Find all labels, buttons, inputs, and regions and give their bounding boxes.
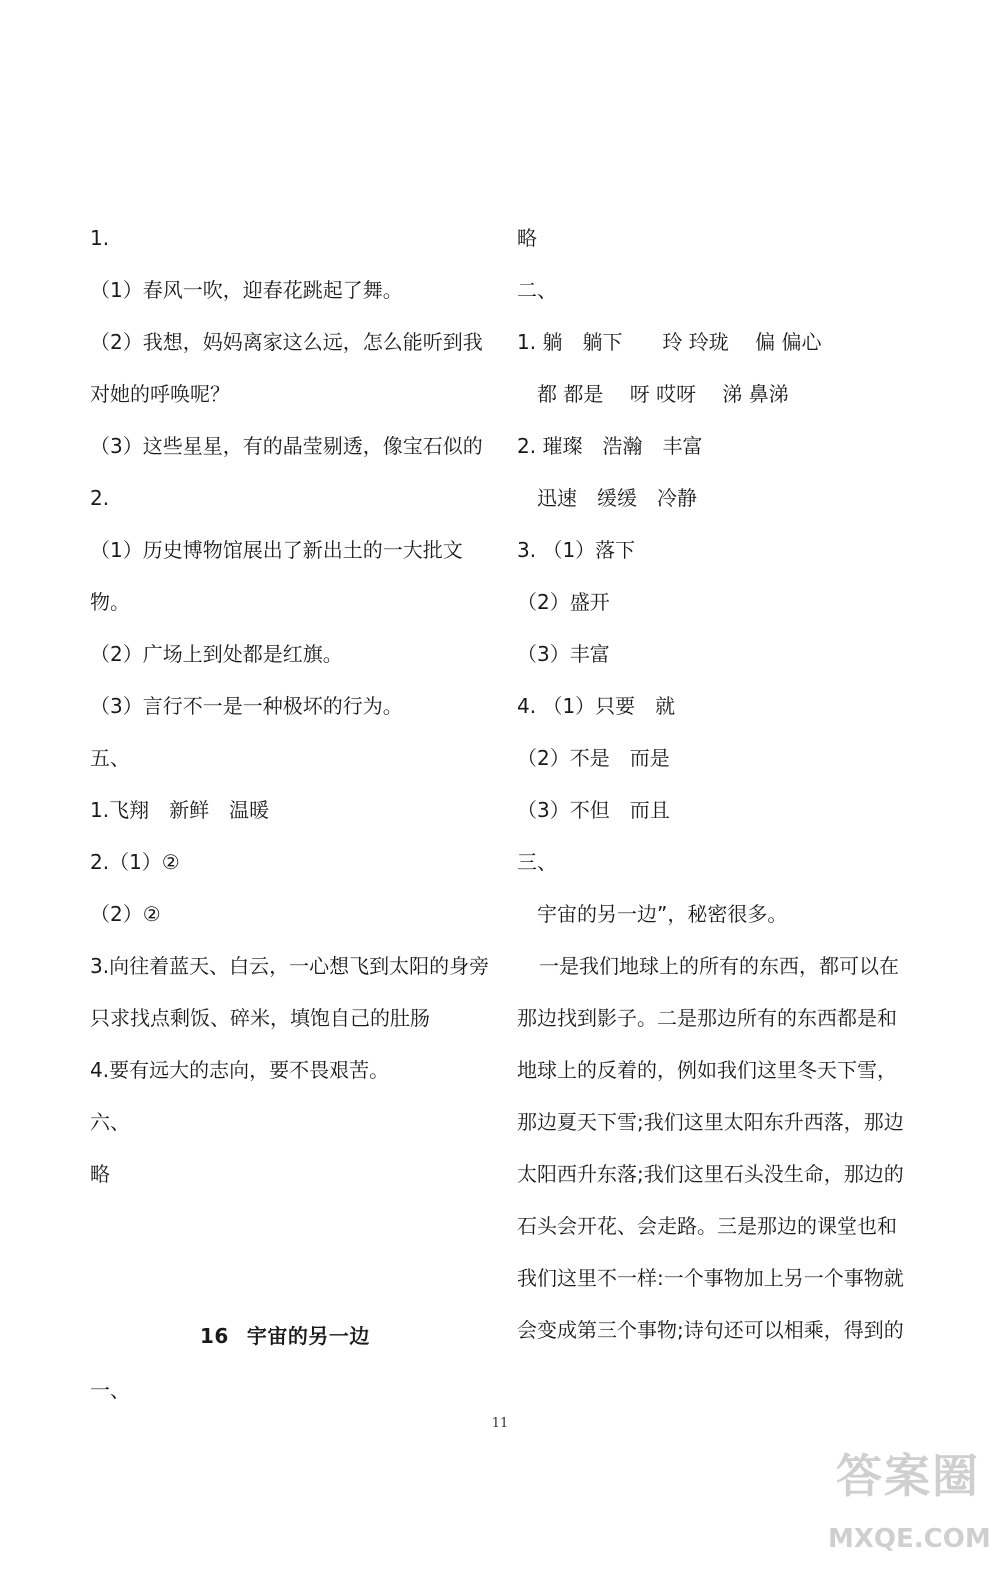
text-line: 2. 璀璨 浩瀚 丰富 (517, 434, 703, 458)
text-line: （2）我想，妈妈离家这么远，怎么能听到我 (90, 330, 483, 354)
text-line: 略 (517, 226, 537, 250)
text-line: 六、 (90, 1110, 130, 1134)
text-line: 1.飞翔 新鲜 温暖 (90, 798, 270, 822)
text-line: （3）言行不一是一种极坏的行为。 (90, 694, 403, 718)
text-line: 宇宙的另一边”，秘密很多。 (537, 902, 788, 926)
text-line: 只求找点剩饭、碎米，填饱自己的肚肠 (90, 1006, 430, 1030)
text-line: 石头会开花、会走路。三是那边的课堂也和 (517, 1214, 897, 1238)
watermark-logo (828, 1448, 991, 1558)
text-line: （2）盛开 (517, 590, 610, 614)
text-line: 地球上的反着的，例如我们这里冬天下雪， (517, 1058, 897, 1082)
text-line: 会变成第三个事物;诗句还可以相乘，得到的 (517, 1318, 904, 1342)
right-column (517, 212, 917, 1356)
watermark-text: 答案圈 (836, 1449, 980, 1503)
section-label: 一、 (90, 1378, 130, 1402)
left-column (90, 212, 490, 1200)
text-line: （3）这些星星，有的晶莹剔透，像宝石似的 (90, 434, 483, 458)
text-line: 4.要有远大的志向，要不畏艰苦。 (90, 1058, 390, 1082)
text-line: （2）② (90, 902, 161, 926)
text-line: 4. （1）只要 就 (517, 694, 676, 718)
text-line: 那边夏天下雪;我们这里太阳东升西落，那边 (517, 1110, 904, 1134)
text-line: 五、 (90, 746, 130, 770)
text-line: 2. (90, 486, 110, 510)
text-line: 一是我们地球上的所有的东西，都可以在 (539, 954, 899, 978)
watermark-url: MXQE.COM (828, 1524, 991, 1554)
text-line: 都 都是 呀 哎呀 涕 鼻涕 (537, 382, 789, 406)
text-line: 迅速 缓缓 冷静 (537, 486, 697, 510)
text-line: （2）广场上到处都是红旗。 (90, 642, 343, 666)
section-title (200, 1318, 370, 1354)
text-line: （1）春风一吹，迎春花跳起了舞。 (90, 278, 403, 302)
text-line: 3.向往着蓝天、白云，一心想飞到太阳的身旁 (90, 954, 490, 978)
page-number: 11 (491, 1416, 509, 1431)
text-line: 2.（1）② (90, 850, 180, 874)
text-line: 1. 躺 躺下 玲 玲珑 偏 偏心 (517, 330, 822, 354)
text-line: 太阳西升东落;我们这里石头没生命，那边的 (517, 1162, 904, 1186)
text-line: 1. (90, 226, 110, 250)
text-line: （1）历史博物馆展出了新出土的一大批文 (90, 538, 463, 562)
text-line: （3）丰富 (517, 642, 610, 666)
text-line: 三、 (517, 850, 557, 874)
text-line: 物。 (90, 590, 130, 614)
text-line: （3）不但 而且 (517, 798, 670, 822)
text-line: 略 (90, 1162, 110, 1186)
text-line: 对她的呼唤呢？ (90, 382, 230, 406)
section-title-text: 宇宙的另一边 (246, 1324, 370, 1348)
text-line: 那边找到影子。二是那边所有的东西都是和 (517, 1006, 897, 1030)
section-number: 16 (200, 1324, 229, 1348)
text-line: 二、 (517, 278, 557, 302)
text-line: 我们这里不一样:一个事物加上另一个事物就 (517, 1266, 904, 1290)
text-line: （2）不是 而是 (517, 746, 670, 770)
text-line: 3. （1）落下 (517, 538, 636, 562)
